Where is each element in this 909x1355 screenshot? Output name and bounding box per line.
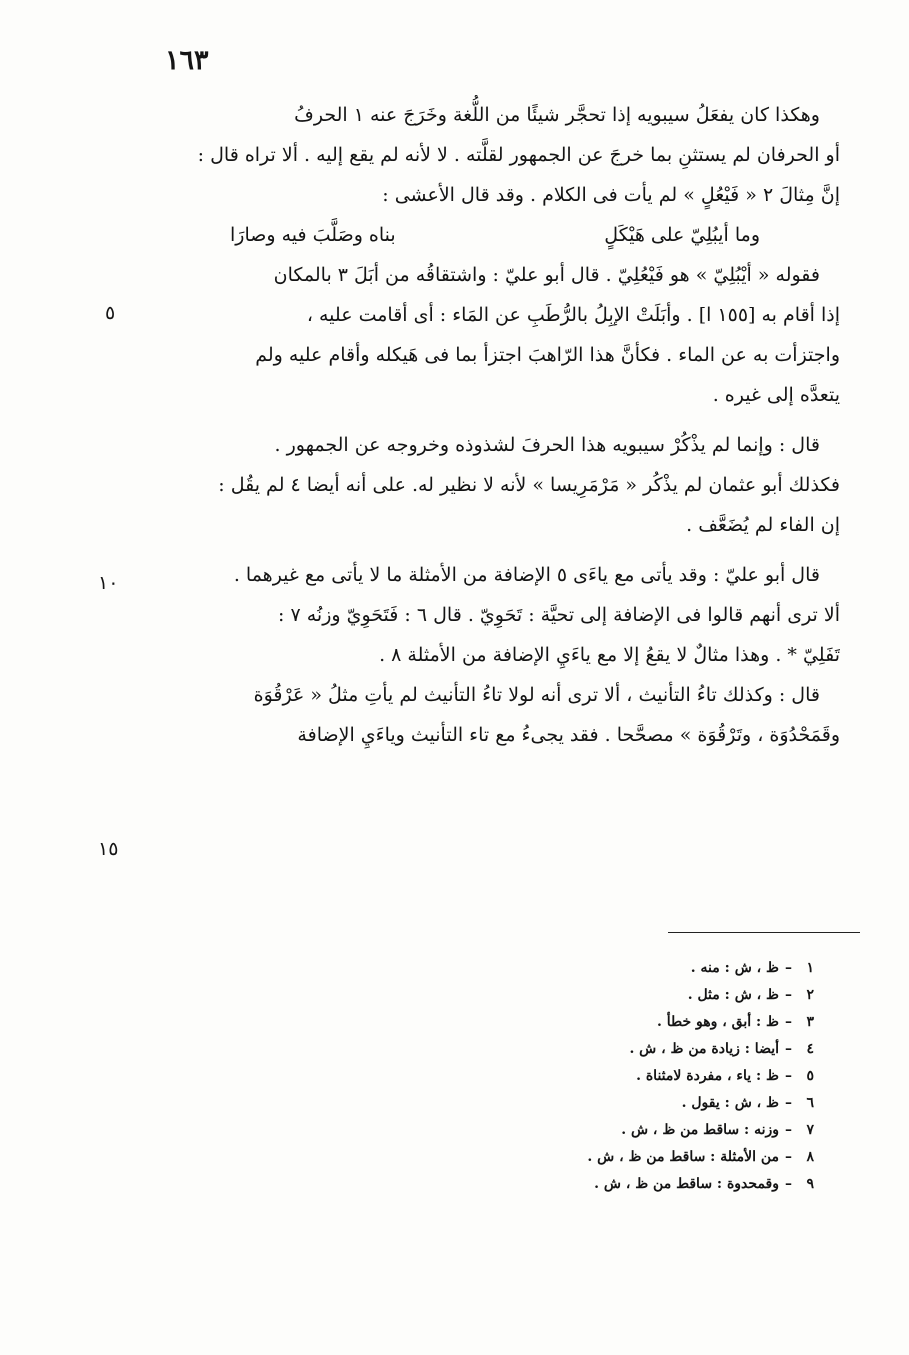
text-line: قال : وكذلك تاءُ التأنيث ، ألا ترى أنه لولا تاءُ التأنيث لم يأتِ مثلُ « عَرْقُوَة	[253, 684, 820, 706]
footnote: ١–ظ ، ش : منه .	[690, 960, 814, 976]
footnote: ٣–ظ : أبق ، وهو خطأ .	[657, 1014, 814, 1030]
text-line: إنَّ مِثالَ ٢ « فَيْعُلٍ » لم يأت فى الكلام . وقد قال الأعشى :	[382, 184, 840, 206]
verse-line	[140, 215, 840, 255]
footnote: ٥–ظ : ياء ، مفردة لامثناة .	[636, 1068, 814, 1084]
footnote: ٧–وزنه : ساقط من ظ ، ش .	[621, 1122, 814, 1138]
text-line: إن الفاء لم يُضَعَّف .	[686, 514, 840, 536]
text-line: فقوله « أيْبُلِيّ » هو فَيْعُلِيّ . قال أبو عليّ : واشتقاقُه من أبَلَ ٣ بالمكان	[273, 264, 820, 286]
text-line: ألا ترى أنهم قالوا فى الإضافة إلى تحيَّة : تَحَوِيّ . قال ٦ : فَتَحَوِيّ وزنُه ٧ :	[278, 604, 840, 626]
text-line: قال : وإنما لم يذْكُرْ سيبويه هذا الحرفَ لشذوذه وخروجه عن الجمهور .	[274, 434, 820, 456]
line-number-10: ١٠	[98, 572, 119, 594]
text-line: أو الحرفان لم يستثنِ بما خرجَ عن الجمهور لقلَّته . لا لأنه لم يقع إليه . ألا تراه قال :	[197, 144, 840, 166]
footnote-divider	[668, 932, 860, 933]
verse-first-hemistich: وما أيبُلِيّ على هَيْكَلٍ	[604, 224, 760, 246]
text-line: وقَمَحْدُوَة ، وتَرْقُوَة » مصحَّحا . فقد يجىءُ مع تاء التأنيث وياءَيِ الإضافة	[297, 724, 840, 746]
text-line: تَفَلِيّ * . وهذا مثالٌ لا يقعُ إلا مع ياءَيِ الإضافة من الأمثلة ٨ .	[379, 644, 840, 666]
footnote: ٨–من الأمثلة : ساقط من ظ ، ش .	[587, 1149, 814, 1165]
text-line: فكذلك أبو عثمان لم يذْكُر « مَرْمَرِيسا » لأنه لا نظير له. على أنه أيضا ٤ لم يقُل :	[218, 474, 840, 496]
text-line: يتعدَّه إلى غيره .	[712, 384, 840, 406]
footnote: ٢–ظ ، ش : مثل .	[687, 987, 814, 1003]
line-number-5: ٥	[105, 302, 116, 324]
verse-second-hemistich: بناه وصَلَّبَ فيه وصارَا	[230, 224, 396, 246]
footnote: ٩–وقمحدوة : ساقط من ظ ، ش .	[594, 1176, 814, 1192]
footnote: ٦–ظ ، ش : يقول .	[681, 1095, 814, 1111]
line-number-15: ١٥	[98, 838, 119, 860]
main-text	[140, 95, 840, 755]
page-number: ١٦٣	[165, 45, 209, 76]
text-line: وهكذا كان يفعَلُ سيبويه إذا تحجَّر شيئًا من اللُّغة وخَرَجَ عنه ١ الحرفُ	[294, 104, 820, 126]
footnotes	[394, 955, 814, 1198]
text-line: إذا أقام به [١٥٥ ا] . وأبَلَتْ الإبِلُ بالرُّطَبِ عن المَاء : أى أقامت عليه ،	[306, 304, 840, 326]
text-line: واجتزأت به عن الماء . فكأنَّ هذا الرّاهبَ اجتزأ بما فى هَيكله وأقام عليه ولم	[255, 344, 840, 366]
footnote: ٤–أيضا : زيادة من ظ ، ش .	[629, 1041, 814, 1057]
text-line: قال أبو عليّ : وقد يأتى مع ياءَى ٥ الإضافة من الأمثلة ما لا يأتى مع غيرهما .	[233, 564, 820, 586]
